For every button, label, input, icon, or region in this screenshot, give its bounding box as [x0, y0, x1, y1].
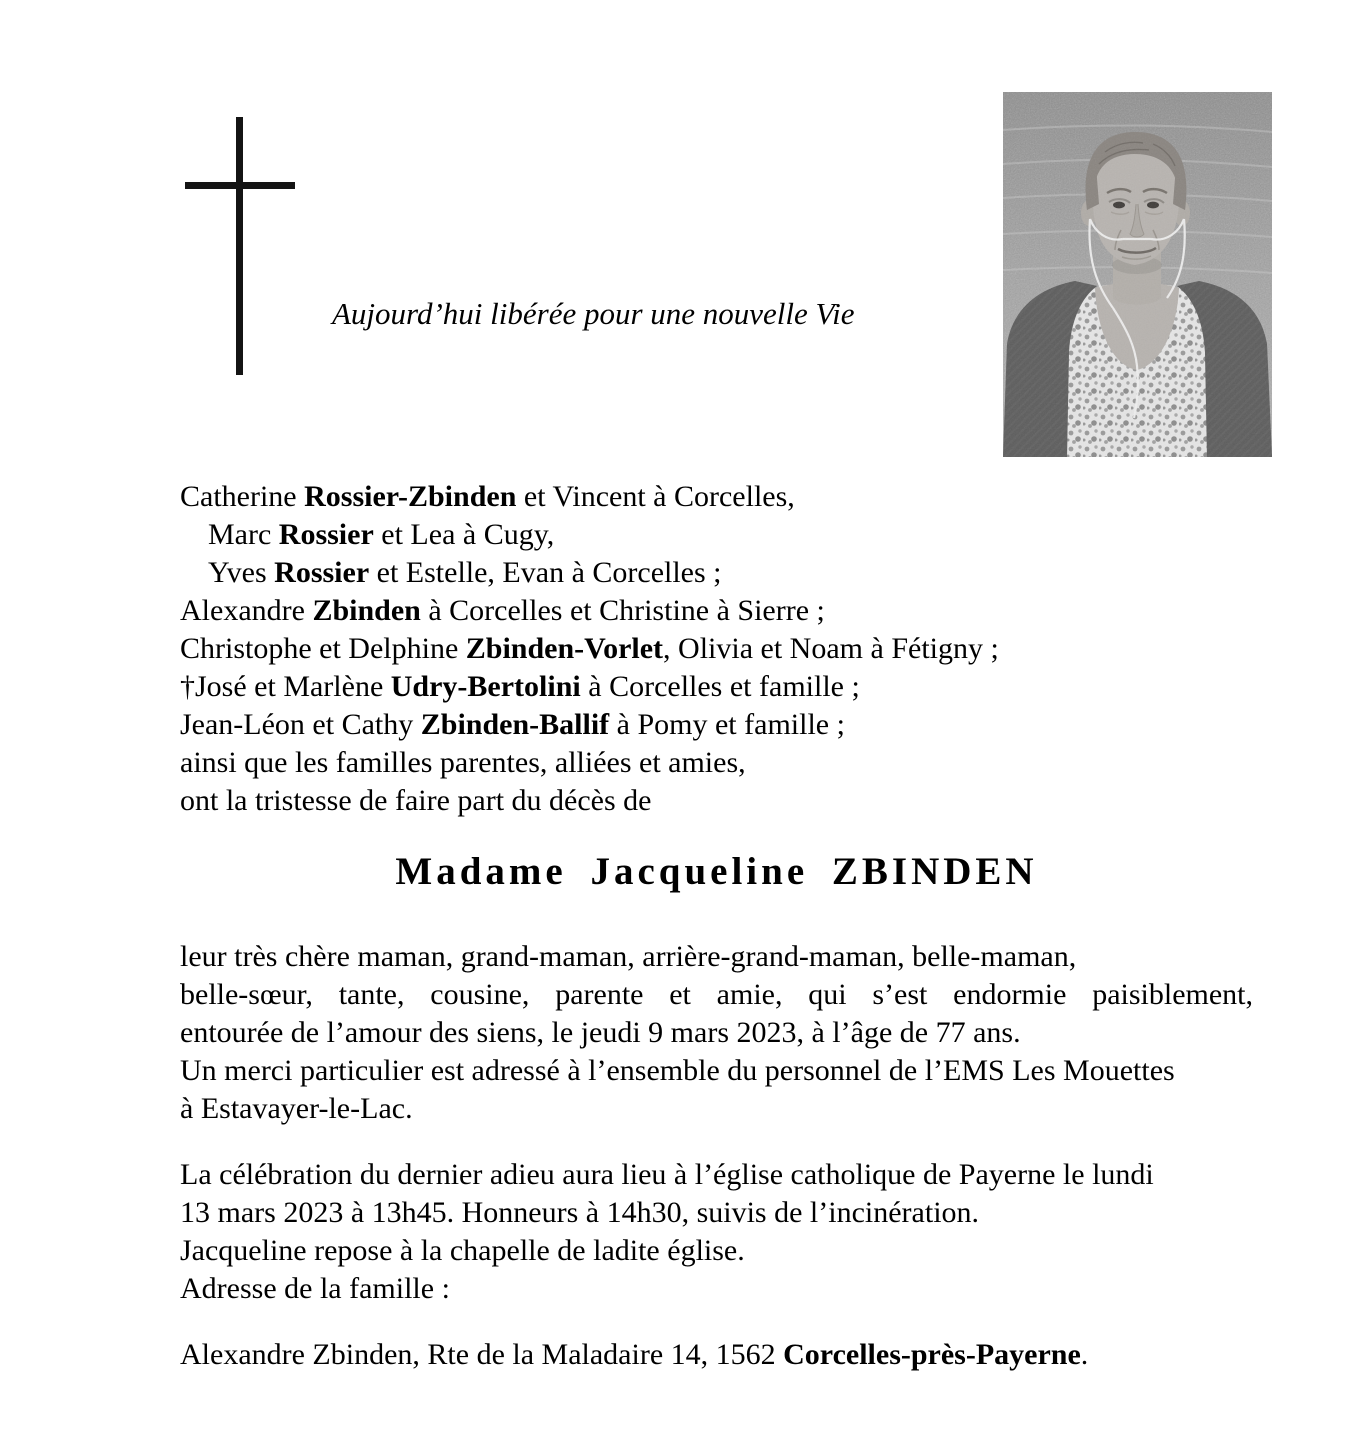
- cross-vertical-bar: [236, 117, 243, 375]
- cross-icon: [185, 117, 295, 375]
- portrait-photo-graphic: [1003, 92, 1272, 457]
- text-line: Christophe et Delphine Zbinden-Vorlet, Olivia et Noam à Fétigny ;: [180, 632, 999, 665]
- text-line: †José et Marlène Udry-Bertolini à Corcelles et famille ;: [180, 670, 860, 703]
- text-line: Alexandre Zbinden, Rte de la Maladaire 14, 1562 Corcelles-près-Payerne.: [180, 1338, 1089, 1371]
- text-line: La célébration du dernier adieu aura lieu à l’église catholique de Payerne le lundi: [180, 1158, 1154, 1191]
- text-line: belle-sœur, tante, cousine, parente et amie, qui s’est endormie paisiblement,: [180, 978, 1253, 1011]
- text-line: Yves Rossier et Estelle, Evan à Corcelles ;: [208, 556, 722, 589]
- text-line: ainsi que les familles parentes, alliées et amies,: [180, 746, 746, 779]
- portrait-photo: [1003, 92, 1272, 457]
- text-line: entourée de l’amour des siens, le jeudi 9 mars 2023, à l’âge de 77 ans.: [180, 1016, 1021, 1049]
- family-announcement-list: [180, 478, 1253, 820]
- text-line: Adresse de la famille :: [180, 1272, 450, 1305]
- ceremony-paragraph: [180, 1156, 1253, 1308]
- family-address-line: [180, 1336, 1253, 1374]
- cross-horizontal-bar: [185, 182, 295, 189]
- text-line: leur très chère maman, grand-maman, arrière-grand-maman, belle-maman,: [180, 940, 1077, 973]
- text-line: Jean-Léon et Cathy Zbinden-Ballif à Pomy et famille ;: [180, 708, 845, 741]
- text-line: Un merci particulier est adressé à l’ensemble du personnel de l’EMS Les Mouettes: [180, 1054, 1175, 1087]
- text-line: ont la tristesse de faire part du décès de: [180, 784, 652, 817]
- text-line: Catherine Rossier-Zbinden et Vincent à Corcelles,: [180, 480, 795, 513]
- text-line: Marc Rossier et Lea à Cugy,: [208, 518, 555, 551]
- text-line: Alexandre Zbinden à Corcelles et Christine à Sierre ;: [180, 594, 825, 627]
- deceased-name-title: Madame Jacqueline ZBINDEN: [395, 850, 1038, 893]
- memorial-quote: Aujourd’hui libérée pour une nouvelle Vie: [332, 296, 855, 331]
- text-line: Jacqueline repose à la chapelle de ladite église.: [180, 1234, 745, 1267]
- tribute-paragraph: [180, 938, 1253, 1128]
- text-line: 13 mars 2023 à 13h45. Honneurs à 14h30, suivis de l’incinération.: [180, 1196, 980, 1229]
- text-line: à Estavayer-le-Lac.: [180, 1092, 413, 1125]
